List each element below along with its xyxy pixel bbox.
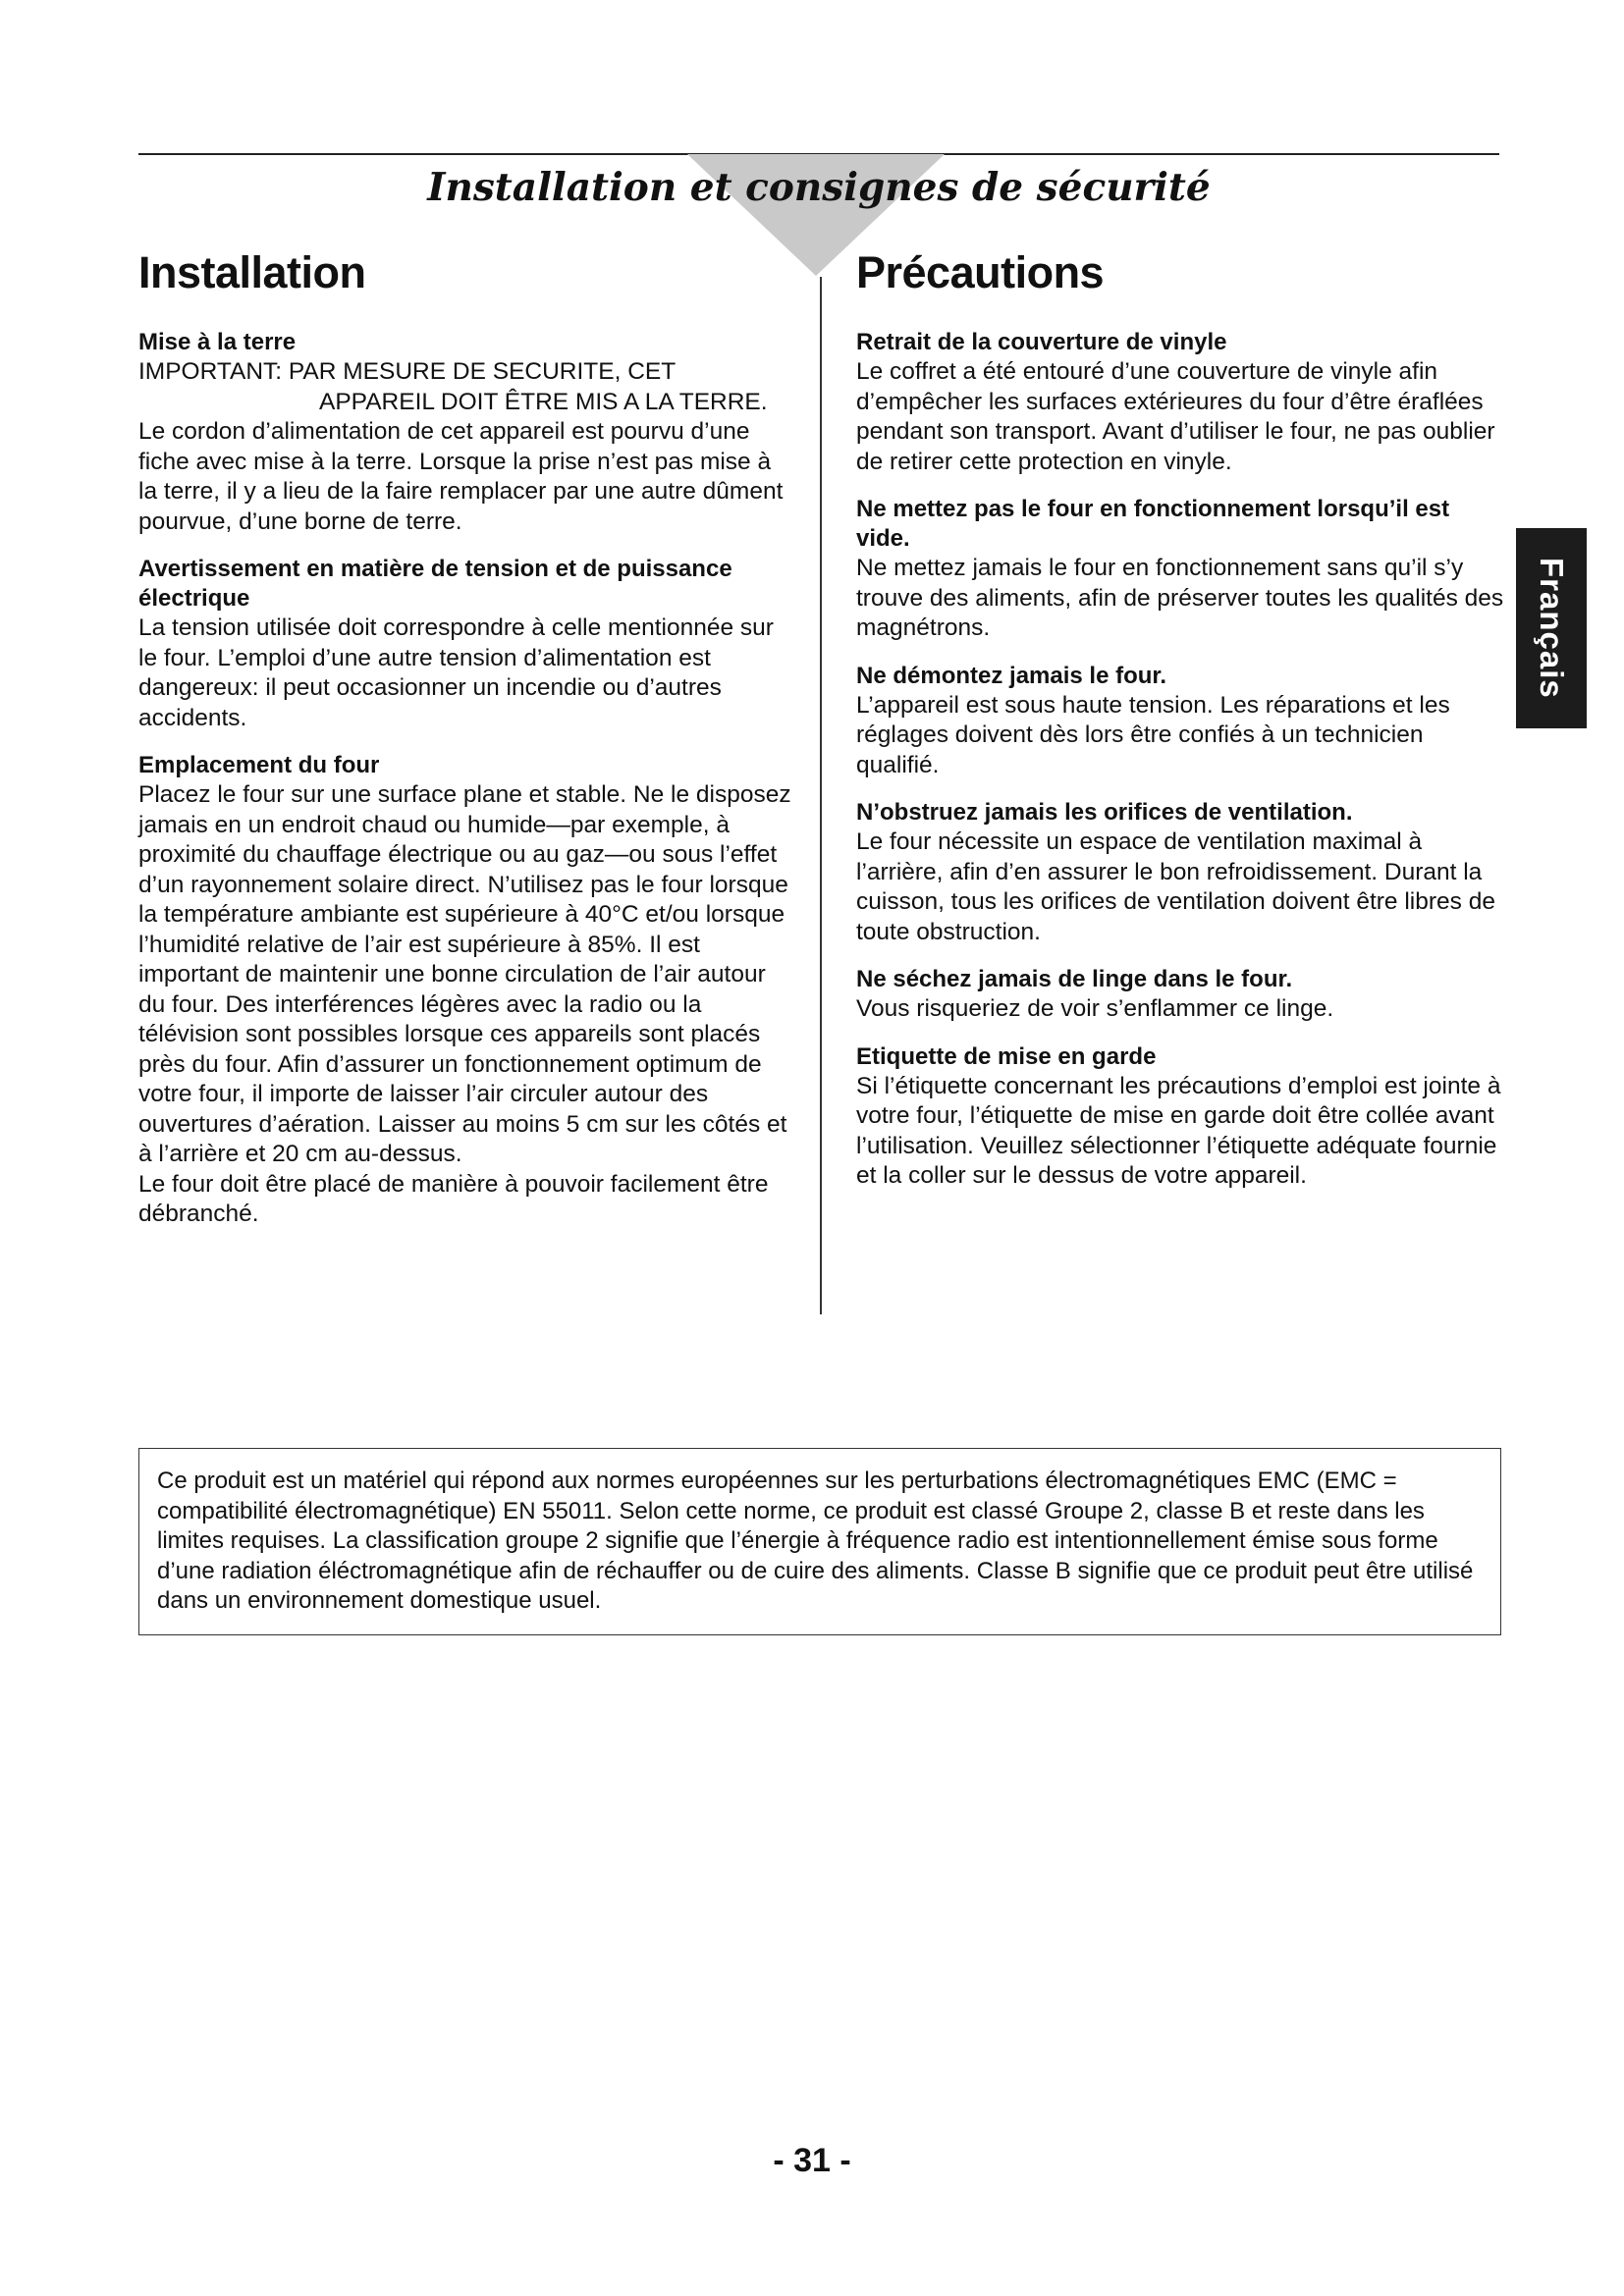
section-laundry	[856, 965, 1504, 1025]
section-empty-oven	[856, 495, 1504, 644]
section-body: Le four nécessite un espace de ventilation maximal à l’arrière, afin d’en assurer le bon refroidissement. Durant la cuisson, tous les orifices de ventilation doivent être libres de toute obstruction.	[856, 828, 1495, 945]
section-grounding	[138, 328, 792, 537]
section-ventilation	[856, 798, 1504, 947]
section-body: Ne mettez jamais le four en fonctionnement sans qu’il s’y trouve des aliments, afin de préserver toutes les qualités des magnétrons.	[856, 555, 1504, 641]
page-number: - 31 -	[773, 2142, 851, 2179]
section-title: Emplacement du four	[138, 752, 380, 778]
section-body: Le coffret a été entouré d’une couverture de vinyle afin d’empêcher les surfaces extérieures du four d’être éraflées pendant son transport. Avant d’utiliser le four, ne pas oublier de retirer cette protection en vinyle.	[856, 358, 1495, 475]
column-divider	[820, 277, 822, 1314]
section-body: Si l’étiquette concernant les précautions d’emploi est jointe à votre four, l’étiquette de mise en garde doit être collée avant l’utilisation. Veuillez sélectionner l’étiquette adéquate fournie et la coller sur le dessus de votre appareil.	[856, 1072, 1501, 1189]
section-warning-label	[856, 1042, 1504, 1192]
section-body: Le cordon d’alimentation de cet appareil est pourvu d’une fiche avec mise à la terre. Lorsque la prise n’est pas mise à la terre, il y a lieu de la faire remplacer par une autre dûment pourvue, d’une borne de terre.	[138, 418, 784, 535]
section-body: Vous risqueriez de voir s’enflammer ce linge.	[856, 995, 1334, 1022]
section-title: Ne démontez jamais le four.	[856, 662, 1167, 689]
emc-notice-text: Ce produit est un matériel qui répond aux normes européennes sur les perturbations électromagnétiques EMC (EMC = compatibilité électromagnétique) EN 55011. Selon cette norme, ce produit est classé Groupe 2, classe B et reste dans les limites requises. La classification groupe 2 signifie que l’énergie à fréquence radio est intentionnellement émise sous forme d’une radiation éléctromagnétique afin de réchauffer ou de cuire des aliments. Classe B signifie que ce produit peut être utilisé dans un environnement domestique usuel.	[157, 1468, 1474, 1614]
section-body: La tension utilisée doit correspondre à celle mentionnée sur le four. L’emploi d’une autre tension d’alimentation est dangereux: il peut occasionner un incendie ou d’autres accidents.	[138, 614, 774, 731]
precautions-column	[856, 328, 1504, 1209]
emc-notice-box	[138, 1448, 1501, 1635]
language-tab	[1516, 528, 1587, 728]
section-voltage	[138, 555, 792, 733]
important-label: IMPORTANT: PAR MESURE DE SECURITE, CET	[138, 358, 677, 385]
important-text: APPAREIL DOIT ÊTRE MIS A LA TERRE.	[319, 388, 768, 415]
installation-heading: Installation	[138, 247, 366, 297]
section-title: Retrait de la couverture de vinyle	[856, 329, 1227, 355]
section-oven-placement	[138, 751, 792, 1230]
section-title: Etiquette de mise en garde	[856, 1042, 1157, 1070]
section-title: Ne mettez pas le four en fonctionnement lorsqu’il est vide.	[856, 496, 1450, 552]
section-body: Placez le four sur une surface plane et stable. Ne le disposez jamais en un endroit chaud ou humide—par exemple, à proximité du chauffage électrique ou au gaz—ou sous l’effet d’un rayonnement solaire direct. N’utilisez pas le four lorsque la température ambiante est supérieure à 40°C et/ou lorsque l’humidité relative de l’air est supérieure à 85%. Il est important de maintenir une bonne circulation de l’air autour du four. Des interférences légères avec la radio ou la télévision sont possibles lorsque ces appareils sont placés près du four. Afin d’assurer un fonctionnement optimum de votre four, il importe de laisser l’air circuler autour des ouvertures d’aération. Laisser au moins 5 cm sur les côtés et à l’arrière et 20 cm au-dessus.	[138, 781, 791, 1167]
section-body: L’appareil est sous haute tension. Les réparations et les réglages doivent dès lors être confiés à un technicien qualifié.	[856, 691, 1450, 778]
section-title: Ne séchez jamais de linge dans le four.	[856, 966, 1293, 992]
section-title: Avertissement en matière de tension et de puissance électrique	[138, 556, 732, 612]
installation-column	[138, 328, 792, 1248]
section-title: Mise à la terre	[138, 329, 297, 355]
precautions-heading: Précautions	[856, 247, 1105, 297]
section-vinyl-cover	[856, 328, 1504, 477]
section-disassembly	[856, 662, 1504, 781]
language-tab-label: Français	[1534, 558, 1570, 699]
page-title: Installation et consignes de sécurité	[427, 165, 1211, 210]
important-notice	[138, 357, 792, 417]
section-title: N’obstruez jamais les orifices de ventilation.	[856, 799, 1353, 826]
section-body-extra: Le four doit être placé de manière à pouvoir facilement être débranché.	[138, 1170, 769, 1227]
